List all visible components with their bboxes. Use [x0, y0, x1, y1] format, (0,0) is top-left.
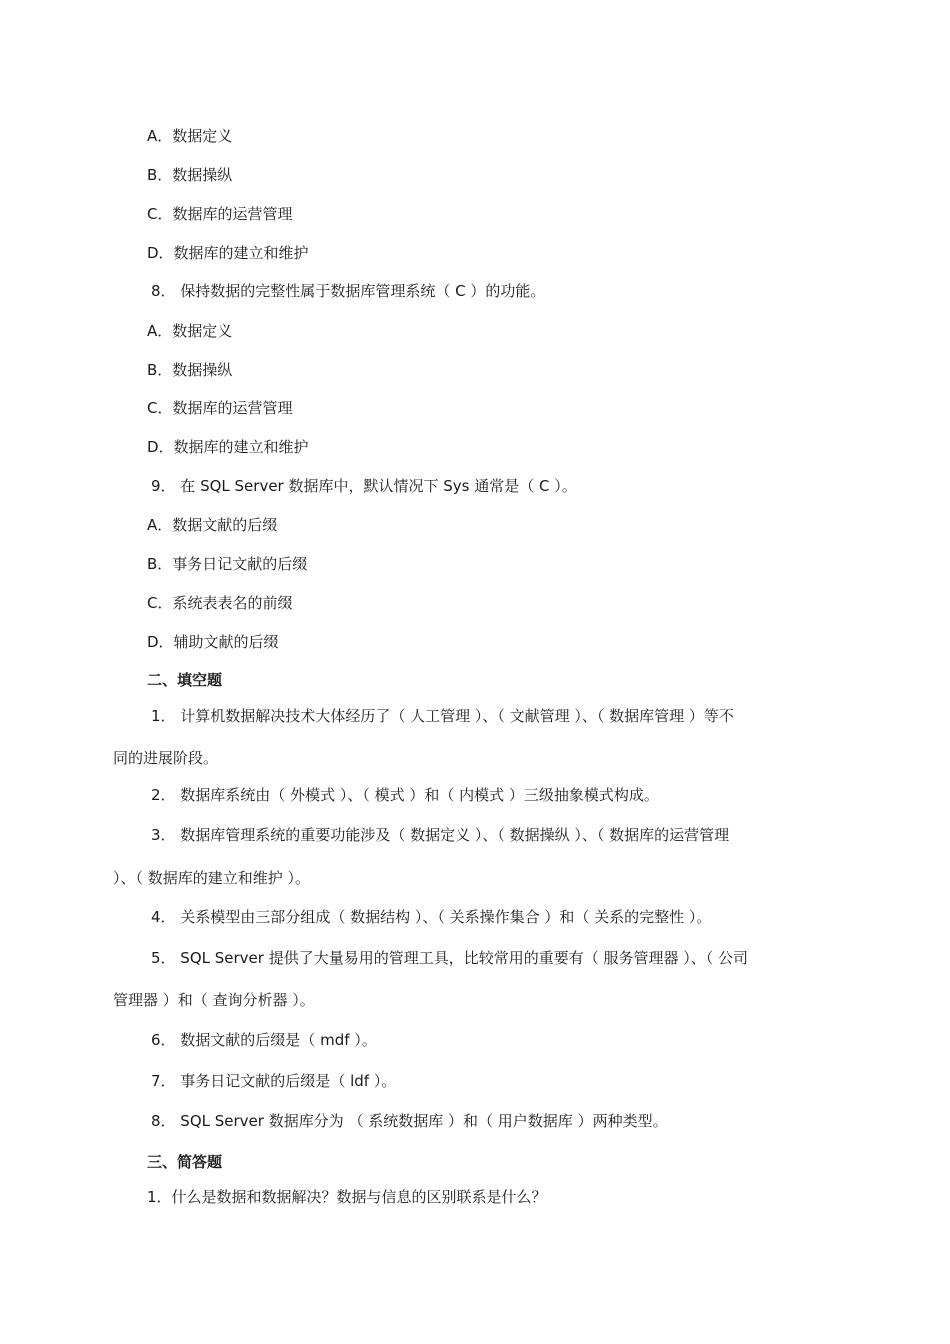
fill-item-8: 8． SQL Server 数据库分为 （ 系统数据库 ）和（ 用户数据库 ）两种类型。 [151, 1112, 668, 1130]
fill-item-5-line1: 5． SQL Server 提供了大量易用的管理工具，比较常用的重要有（ 服务管理器 ）、（ 公司 [151, 949, 749, 967]
option-a: A．数据定义 [147, 127, 233, 145]
option-b: B．数据操纵 [147, 361, 233, 379]
short-answer-item-1: 1．什么是数据和数据解决？数据与信息的区别联系是什么？ [147, 1188, 547, 1206]
fill-item-1-line1: 1． 计算机数据解决技术大体经历了（ 人工管理 ）、（ 文献管理 ）、（ 数据库管理 ）等不 [151, 707, 734, 725]
question-8-stem: 8． 保持数据的完整性属于数据库管理系统（ C ）的功能。 [151, 282, 546, 300]
option-b: B．事务日记文献的后缀 [147, 555, 308, 573]
option-a: A．数据定义 [147, 322, 233, 340]
option-c: C．数据库的运营管理 [147, 205, 293, 223]
section-heading-fill: 二、填空题 [147, 671, 223, 689]
option-d: D．数据库的建立和维护 [147, 438, 309, 456]
fill-item-2: 2． 数据库系统由（ 外模式 ）、（ 模式 ）和（ 内模式 ）三级抽象模式构成。 [151, 786, 659, 804]
question-9-stem: 9． 在 SQL Server 数据库中，默认情况下 Sys 通常是（ C ）。 [151, 477, 577, 495]
section-heading-short: 三、简答题 [147, 1153, 223, 1171]
fill-item-3-line1: 3． 数据库管理系统的重要功能涉及（ 数据定义 ）、（ 数据操纵 ）、（ 数据库的运营管理 [151, 826, 730, 844]
fill-item-6: 6． 数据文献的后缀是（ mdf ）。 [151, 1031, 377, 1049]
fill-item-5-line2: 管理器 ）和（ 查询分析器 ）。 [113, 991, 315, 1009]
fill-item-4: 4． 关系模型由三部分组成（ 数据结构 ）、（ 关系操作集合 ）和（ 关系的完整性 ）。 [151, 908, 712, 926]
option-a: A．数据文献的后缀 [147, 516, 278, 534]
option-d: D．辅助文献的后缀 [147, 633, 279, 651]
fill-item-3-line2: ）、（ 数据库的建立和维护 ）。 [113, 869, 311, 887]
option-c: C．数据库的运营管理 [147, 399, 293, 417]
fill-item-1-line2: 同的进展阶段。 [113, 749, 219, 767]
option-c: C．系统表表名的前缀 [147, 594, 293, 612]
option-b: B．数据操纵 [147, 166, 233, 184]
option-d: D．数据库的建立和维护 [147, 244, 309, 262]
fill-item-7: 7． 事务日记文献的后缀是（ ldf ）。 [151, 1072, 397, 1090]
